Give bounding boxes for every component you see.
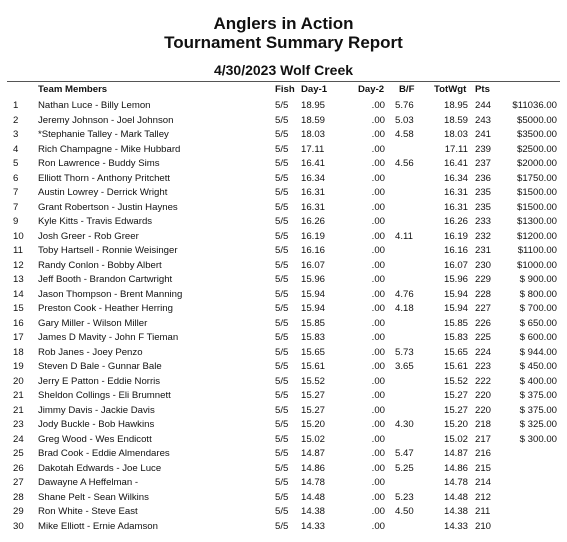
table-row [0, 127, 567, 142]
row-points: 235 [475, 187, 492, 198]
row-points: 210 [475, 520, 492, 532]
table-row [0, 214, 567, 229]
row-rank: 5 [13, 158, 19, 169]
row-rank: 1 [13, 100, 19, 111]
row-team-members: Jeremy Johnson - Joel Johnson [38, 114, 174, 126]
row-fish: 5/5 [275, 100, 289, 111]
row-winnings: $1000.00 [516, 259, 557, 271]
row-rank: 4 [13, 143, 19, 155]
row-total-weight: 16.07 [443, 259, 468, 271]
row-total-weight: 16.26 [443, 216, 468, 227]
row-big-fish: 4.76 [395, 288, 414, 300]
table-row [0, 330, 567, 345]
row-fish: 5/5 [275, 375, 289, 387]
row-day-1: 15.96 [301, 274, 326, 285]
header-points: Pts [475, 84, 490, 95]
row-team-members: *Stephanie Talley - Mark Talley [38, 129, 169, 140]
row-day-1: 15.83 [301, 332, 326, 343]
row-big-fish: 4.56 [395, 158, 414, 169]
row-total-weight: 14.87 [443, 448, 468, 459]
table-row [0, 359, 567, 374]
row-day-2: .00 [371, 390, 385, 401]
row-fish: 5/5 [275, 158, 289, 169]
row-fish: 5/5 [275, 346, 289, 358]
row-day-1: 14.48 [301, 491, 326, 503]
row-team-members: Austin Lowrey - Derrick Wright [38, 187, 168, 198]
row-points: 243 [475, 114, 492, 126]
row-rank: 21 [13, 404, 24, 416]
row-rank: 26 [13, 462, 24, 474]
row-points: 225 [475, 332, 492, 343]
row-rank: 30 [13, 520, 24, 532]
row-day-1: 16.16 [301, 245, 326, 256]
row-day-2: .00 [371, 216, 385, 227]
row-total-weight: 14.86 [443, 462, 468, 474]
row-day-2: .00 [371, 477, 385, 488]
row-day-2: .00 [371, 143, 385, 155]
row-winnings: $11036.00 [512, 100, 557, 111]
row-day-1: 15.85 [301, 317, 326, 329]
row-team-members: Sheldon Collings - Eli Brumnett [38, 390, 171, 401]
row-day-2: .00 [371, 114, 385, 126]
row-winnings: $1500.00 [516, 187, 557, 198]
row-big-fish: 4.58 [395, 129, 414, 140]
row-day-1: 16.26 [301, 216, 326, 227]
row-total-weight: 15.85 [443, 317, 468, 329]
row-winnings: $ 400.00 [519, 375, 557, 387]
row-points: 236 [475, 172, 492, 184]
row-total-weight: 17.11 [444, 143, 468, 155]
row-team-members: Rich Champagne - Mike Hubbard [38, 143, 181, 155]
row-fish: 5/5 [275, 230, 289, 242]
row-team-members: Elliott Thorn - Anthony Pritchett [38, 172, 171, 184]
row-rank: 14 [13, 288, 24, 300]
row-day-2: .00 [371, 201, 385, 213]
row-team-members: Preston Cook - Heather Herring [38, 303, 173, 314]
row-day-2: .00 [371, 245, 385, 256]
row-fish: 5/5 [275, 332, 289, 343]
row-winnings: $ 375.00 [519, 404, 557, 416]
table-row [0, 316, 567, 331]
row-total-weight: 15.02 [443, 433, 468, 445]
row-fish: 5/5 [275, 274, 289, 285]
row-rank: 24 [13, 433, 24, 445]
row-day-1: 15.20 [301, 419, 326, 430]
row-points: 220 [475, 390, 492, 401]
row-points: 216 [475, 448, 492, 459]
row-total-weight: 15.52 [443, 375, 468, 387]
row-day-2: .00 [371, 346, 385, 358]
row-fish: 5/5 [275, 216, 289, 227]
table-row [0, 432, 567, 447]
row-total-weight: 15.65 [443, 346, 468, 358]
row-day-1: 18.59 [301, 114, 326, 126]
row-day-1: 18.95 [301, 100, 326, 111]
row-fish: 5/5 [275, 506, 289, 517]
row-winnings: $ 800.00 [519, 288, 557, 300]
row-day-1: 14.78 [301, 477, 326, 488]
row-points: 214 [475, 477, 492, 488]
row-points: 231 [475, 245, 492, 256]
row-day-2: .00 [371, 187, 385, 198]
row-winnings: $2500.00 [516, 143, 557, 155]
row-fish: 5/5 [275, 390, 289, 401]
row-total-weight: 14.78 [443, 477, 468, 488]
row-rank: 20 [13, 375, 24, 387]
row-points: 229 [475, 274, 492, 285]
row-day-1: 15.27 [301, 404, 326, 416]
row-day-2: .00 [371, 288, 385, 300]
table-row [0, 417, 567, 432]
table-row [0, 272, 567, 287]
row-team-members: Kyle Kitts - Travis Edwards [38, 216, 153, 227]
row-total-weight: 15.61 [443, 361, 468, 372]
row-rank: 2 [13, 114, 19, 126]
row-rank: 16 [13, 317, 24, 329]
row-fish: 5/5 [275, 245, 289, 256]
row-winnings: $2000.00 [516, 158, 557, 169]
table-row [0, 171, 567, 186]
row-total-weight: 15.83 [443, 332, 468, 343]
row-points: 239 [475, 143, 492, 155]
row-fish: 5/5 [275, 317, 289, 329]
row-day-1: 16.41 [301, 158, 326, 169]
row-rank: 13 [13, 274, 24, 285]
row-points: 211 [475, 506, 491, 517]
header-fish: Fish [275, 84, 295, 95]
row-total-weight: 18.59 [443, 114, 468, 126]
table-row [0, 345, 567, 360]
header-total-weight: TotWgt [434, 84, 467, 95]
row-rank: 12 [13, 259, 24, 271]
row-winnings: $1300.00 [516, 216, 557, 227]
row-day-1: 15.52 [301, 375, 326, 387]
row-team-members: Jerry E Patton - Eddie Norris [38, 375, 161, 387]
row-day-1: 14.86 [301, 462, 326, 474]
row-rank: 15 [13, 303, 24, 314]
row-points: 241 [475, 129, 492, 140]
row-points: 215 [475, 462, 492, 474]
row-rank: 7 [13, 201, 19, 213]
row-points: 212 [475, 491, 492, 503]
table-row [0, 185, 567, 200]
table-row [0, 446, 567, 461]
row-team-members: Shane Pelt - Sean Wilkins [38, 491, 149, 503]
row-fish: 5/5 [275, 114, 289, 126]
row-winnings: $ 375.00 [519, 390, 557, 401]
table-row [0, 258, 567, 273]
row-total-weight: 16.34 [443, 172, 468, 184]
row-total-weight: 14.38 [443, 506, 468, 517]
row-points: 230 [475, 259, 492, 271]
row-winnings: $3500.00 [516, 129, 557, 140]
row-winnings: $1500.00 [516, 201, 557, 213]
table-row [0, 200, 567, 215]
row-team-members: Steven D Bale - Gunnar Bale [38, 361, 162, 372]
row-fish: 5/5 [275, 259, 289, 271]
row-winnings: $ 325.00 [519, 419, 557, 430]
row-winnings: $ 450.00 [519, 361, 557, 372]
row-points: 228 [475, 288, 492, 300]
row-day-2: .00 [371, 274, 385, 285]
row-big-fish: 5.76 [395, 100, 414, 111]
table-row [0, 229, 567, 244]
row-team-members: Randy Conlon - Bobby Albert [38, 259, 162, 271]
table-row [0, 374, 567, 389]
row-day-2: .00 [371, 158, 385, 169]
row-points: 235 [475, 201, 492, 213]
row-big-fish: 3.65 [395, 361, 414, 372]
row-team-members: Dawayne A Heffelman - [38, 477, 139, 488]
row-day-2: .00 [371, 375, 385, 387]
row-total-weight: 14.33 [443, 520, 468, 532]
report-subtitle: Tournament Summary Report [164, 33, 403, 52]
row-fish: 5/5 [275, 520, 289, 532]
row-rank: 21 [13, 390, 24, 401]
row-day-2: .00 [371, 448, 385, 459]
row-day-2: .00 [371, 361, 385, 372]
header-big-fish: B/F [399, 84, 415, 95]
row-winnings: $ 900.00 [519, 274, 557, 285]
row-team-members: Jody Buckle - Bob Hawkins [38, 419, 155, 430]
row-total-weight: 15.96 [443, 274, 468, 285]
row-total-weight: 16.19 [443, 230, 468, 242]
row-winnings: $ 650.00 [519, 317, 557, 329]
row-rank: 19 [13, 361, 24, 372]
row-rank: 9 [13, 216, 19, 227]
row-total-weight: 15.20 [443, 419, 468, 430]
row-winnings: $5000.00 [516, 114, 557, 126]
row-fish: 5/5 [275, 477, 289, 488]
row-team-members: Toby Hartsell - Ronnie Weisinger [38, 245, 178, 256]
row-big-fish: 5.03 [395, 114, 414, 126]
table-row [0, 475, 567, 490]
table-row [0, 98, 567, 113]
table-row [0, 301, 567, 316]
row-day-2: .00 [371, 317, 385, 329]
row-team-members: Nathan Luce - Billy Lemon [38, 100, 151, 111]
row-day-1: 16.19 [301, 230, 326, 242]
row-day-1: 14.38 [301, 506, 326, 517]
row-total-weight: 18.95 [443, 100, 468, 111]
row-fish: 5/5 [275, 143, 289, 155]
row-day-2: .00 [371, 259, 385, 271]
row-day-2: .00 [371, 506, 385, 517]
header-day-2: Day-2 [358, 84, 385, 95]
row-fish: 5/5 [275, 462, 289, 474]
row-fish: 5/5 [275, 201, 289, 213]
table-row [0, 403, 567, 418]
row-points: 222 [475, 375, 492, 387]
row-team-members: Jeff Booth - Brandon Cartwright [38, 274, 173, 285]
row-day-2: .00 [371, 462, 385, 474]
row-day-2: .00 [371, 100, 385, 111]
row-fish: 5/5 [275, 129, 289, 140]
row-rank: 25 [13, 448, 24, 459]
row-big-fish: 4.50 [395, 506, 414, 517]
row-day-1: 14.33 [301, 520, 326, 532]
row-day-1: 16.07 [301, 259, 326, 271]
row-day-1: 16.31 [301, 201, 326, 213]
table-row [0, 519, 567, 534]
row-winnings: $ 700.00 [519, 303, 557, 314]
row-team-members: Dakotah Edwards - Joe Luce [38, 462, 162, 474]
row-team-members: Rob Janes - Joey Penzo [38, 346, 143, 358]
row-total-weight: 16.31 [443, 187, 468, 198]
row-total-weight: 16.16 [443, 245, 468, 256]
event-date-location: 4/30/2023 Wolf Creek [213, 62, 354, 78]
row-winnings: $ 600.00 [519, 332, 557, 343]
row-team-members: Grant Robertson - Justin Haynes [38, 201, 178, 213]
table-header [0, 82, 567, 97]
row-rank: 7 [13, 187, 19, 198]
row-rank: 10 [13, 230, 24, 242]
row-big-fish: 5.73 [395, 346, 414, 358]
row-team-members: Jason Thompson - Brent Manning [38, 288, 183, 300]
row-total-weight: 15.27 [443, 390, 468, 401]
table-row [0, 490, 567, 505]
row-rank: 29 [13, 506, 24, 517]
row-fish: 5/5 [275, 448, 289, 459]
row-total-weight: 16.31 [443, 201, 468, 213]
row-day-1: 15.02 [301, 433, 326, 445]
row-fish: 5/5 [275, 172, 289, 184]
row-rank: 11 [13, 245, 23, 256]
row-total-weight: 15.94 [443, 303, 468, 314]
report-title: Anglers in Action [213, 14, 354, 33]
row-day-1: 15.94 [301, 288, 326, 300]
table-row [0, 113, 567, 128]
row-points: 244 [475, 100, 492, 111]
row-points: 227 [475, 303, 492, 314]
table-row [0, 156, 567, 171]
row-day-1: 16.34 [301, 172, 326, 184]
row-total-weight: 15.94 [443, 288, 468, 300]
row-points: 224 [475, 346, 492, 358]
row-fish: 5/5 [275, 361, 289, 372]
row-day-2: .00 [371, 520, 385, 532]
row-points: 237 [475, 158, 492, 169]
row-winnings: $ 944.00 [519, 346, 557, 358]
row-total-weight: 15.27 [443, 404, 468, 416]
row-day-2: .00 [371, 419, 385, 430]
row-day-1: 15.27 [301, 390, 326, 401]
row-team-members: Mike Elliott - Ernie Adamson [38, 520, 158, 532]
row-winnings: $1750.00 [516, 172, 557, 184]
table-row [0, 388, 567, 403]
row-team-members: Jimmy Davis - Jackie Davis [38, 404, 155, 416]
row-big-fish: 4.11 [395, 230, 413, 242]
row-points: 233 [475, 216, 492, 227]
row-points: 232 [475, 230, 492, 242]
row-day-2: .00 [371, 332, 385, 343]
row-winnings: $1200.00 [516, 230, 557, 242]
row-team-members: James D Mavity - John F Tieman [38, 332, 179, 343]
row-points: 218 [475, 419, 492, 430]
row-points: 223 [475, 361, 492, 372]
row-team-members: Greg Wood - Wes Endicott [38, 433, 152, 445]
row-rank: 18 [13, 346, 24, 358]
row-day-2: .00 [371, 230, 385, 242]
row-day-1: 18.03 [301, 129, 326, 140]
row-points: 217 [475, 433, 492, 445]
row-total-weight: 16.41 [443, 158, 468, 169]
row-day-2: .00 [371, 404, 385, 416]
row-rank: 17 [13, 332, 24, 343]
row-fish: 5/5 [275, 288, 289, 300]
row-rank: 6 [13, 172, 19, 184]
row-big-fish: 4.18 [395, 303, 414, 314]
row-day-2: .00 [371, 491, 385, 503]
row-total-weight: 18.03 [443, 129, 468, 140]
row-day-2: .00 [371, 129, 385, 140]
table-row [0, 243, 567, 258]
row-team-members: Ron White - Steve East [38, 506, 138, 517]
row-fish: 5/5 [275, 303, 289, 314]
row-day-1: 15.65 [301, 346, 326, 358]
row-day-1: 17.11 [301, 143, 325, 155]
table-row [0, 142, 567, 157]
row-total-weight: 14.48 [443, 491, 468, 503]
row-team-members: Josh Greer - Rob Greer [38, 230, 139, 242]
row-rank: 23 [13, 419, 24, 430]
table-row [0, 461, 567, 476]
row-fish: 5/5 [275, 419, 289, 430]
row-day-2: .00 [371, 172, 385, 184]
row-fish: 5/5 [275, 187, 289, 198]
row-big-fish: 5.47 [395, 448, 414, 459]
header-team-members: Team Members [38, 84, 108, 95]
row-winnings: $1100.00 [517, 245, 557, 256]
table-row [0, 287, 567, 302]
row-fish: 5/5 [275, 404, 289, 416]
row-big-fish: 4.30 [395, 419, 414, 430]
row-day-1: 15.94 [301, 303, 326, 314]
row-day-2: .00 [371, 303, 385, 314]
row-day-1: 15.61 [301, 361, 326, 372]
row-day-2: .00 [371, 433, 385, 445]
row-winnings: $ 300.00 [519, 433, 557, 445]
row-rank: 3 [13, 129, 19, 140]
row-points: 220 [475, 404, 492, 416]
row-team-members: Brad Cook - Eddie Almendares [38, 448, 170, 459]
row-big-fish: 5.25 [395, 462, 414, 474]
header-day-1: Day-1 [301, 84, 328, 95]
row-team-members: Ron Lawrence - Buddy Sims [38, 158, 160, 169]
table-row [0, 504, 567, 519]
row-fish: 5/5 [275, 433, 289, 445]
row-points: 226 [475, 317, 492, 329]
row-team-members: Gary Miller - Wilson Miller [38, 317, 148, 329]
row-day-1: 14.87 [301, 448, 326, 459]
row-big-fish: 5.23 [395, 491, 414, 503]
row-rank: 28 [13, 491, 24, 503]
row-fish: 5/5 [275, 491, 289, 503]
row-rank: 27 [13, 477, 24, 488]
row-day-1: 16.31 [301, 187, 326, 198]
